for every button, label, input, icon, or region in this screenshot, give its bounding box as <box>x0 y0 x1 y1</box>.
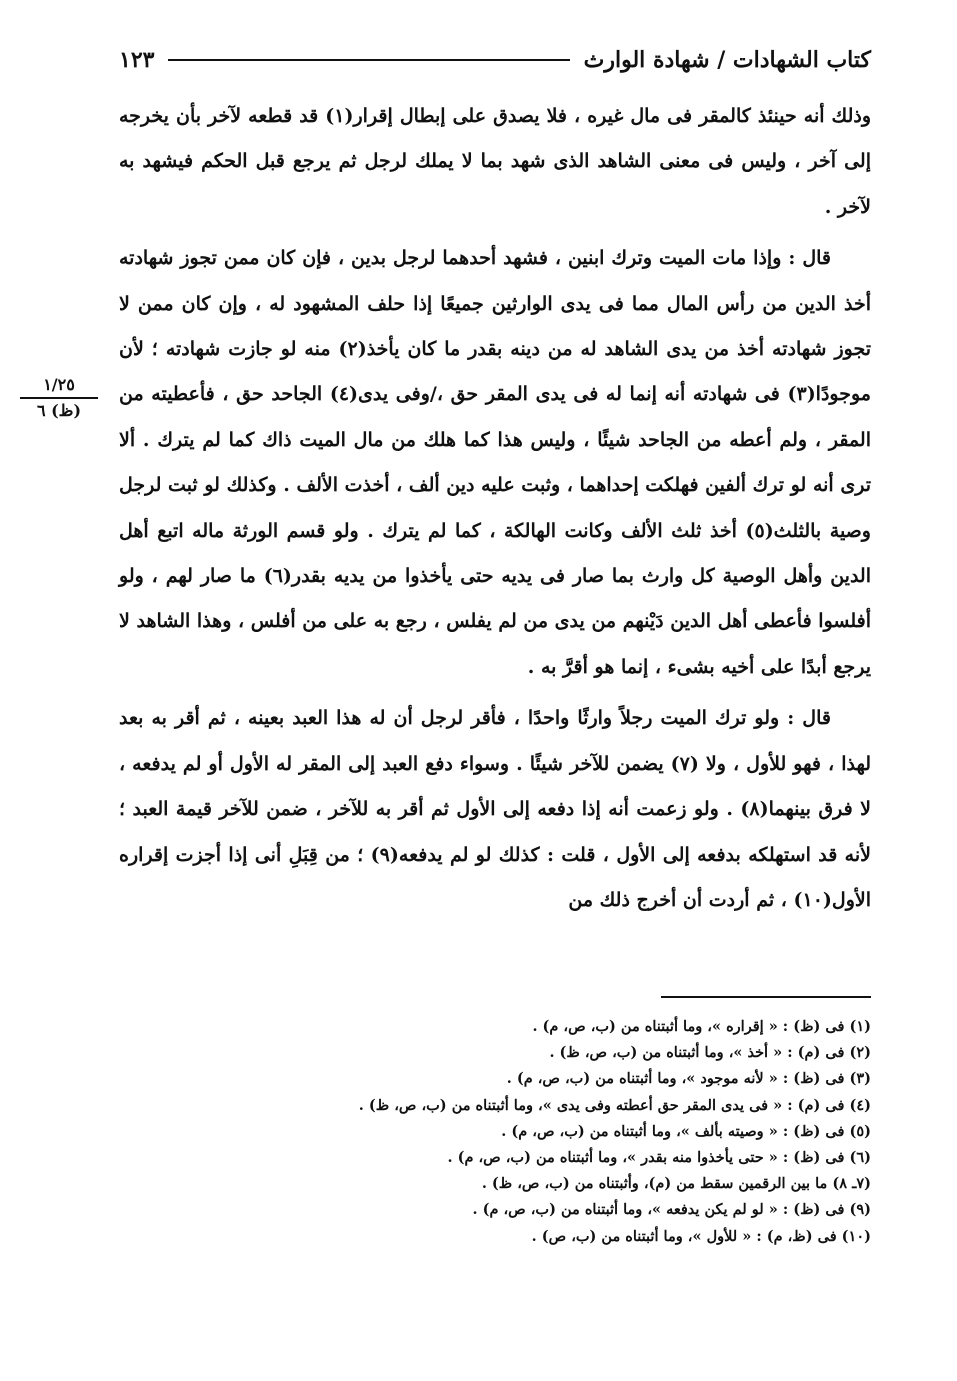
header-title: كتاب الشهادات / شهادة الوارث <box>583 47 871 73</box>
paragraph-1 <box>119 94 871 230</box>
running-header <box>119 40 871 80</box>
paragraph-3-lead: قال : <box>787 707 831 730</box>
footnote-6: (٦) فى (ظ) : « حتى يأخذوا منه بقدر »، وما أثبتناه من (ب، ص، م) . <box>447 1149 871 1167</box>
paragraph-3 <box>119 696 871 923</box>
page-number: ١٢٣ <box>119 47 155 73</box>
footnote-5: (٥) فى (ظ) : « وصيته بألف »، وما أثبتناه من (ب، ص، م) . <box>501 1122 871 1140</box>
footnote-separator <box>661 996 871 998</box>
margin-manuscript-note <box>20 375 98 420</box>
footnote-10: (١٠) فى (ظ، م) : « للأول »، وما أثبتناه من (ب، ص) . <box>531 1227 871 1245</box>
main-text <box>119 94 871 929</box>
footnote-4: (٤) فى (م) : « فى يدى المقر حق أعطته وفى يدى »، وما أثبتناه من (ب، ص، ظ) . <box>358 1096 871 1114</box>
margin-note-folio: ١/٢٥ <box>20 375 98 399</box>
header-rule <box>168 59 569 61</box>
paragraph-1-text: وذلك أنه حينئذ كالمقر فى مال غيره ، فلا يصدق على إبطال إقرار(١) قد قطعه لآخر بأن يخرجه إلى آخر ، وليس فى معنى الشاهد الذى شهد بما لا يملك لرجل ثم يرجع قبل الحكم فيشهد به لآخر . <box>119 105 871 218</box>
paragraph-3-text: ولو ترك الميت رجلاً وارثًا واحدًا ، فأقر لرجل أن له هذا العبد بعينه ، ثم أقر به بعد لهذا ، فهو للأول ، ولا (٧) يضمن للآخر شيئًا . وسواء دفع العبد إلى المقر له الأول أو لم يدفعه ، لا فرق بينهما(٨) . ولو زعمت أنه إذا دفعه إلى الأول ثم أقر به للآخر ، ضمن للآخر قيمة العبد ؛ لأنه قد استهلكه بدفعه إلى الأول ، قلت : كذلك لو لم يدفعه(٩) ؛ من قِبَلِ أنى إذا أجزت إقراره الأول(١٠) ، ثم أردت أن أخرج ذلك من <box>119 707 871 911</box>
footnote-3: (٣) فى (ظ) : « لأنه موجود »، وما أثبتناه من (ب، ص، م) . <box>506 1070 871 1088</box>
paragraph-2-lead: قال : <box>788 247 831 270</box>
footnote-1: (١) فى (ظ) : « إقراره »، وما أثبتناه من (ب، ص، م) . <box>532 1018 871 1035</box>
paragraph-2 <box>119 236 871 690</box>
footnote-2: (٢) فى (م) : « أخذ »، وما أثبتناه من (ب، ص، ظ) . <box>549 1044 871 1062</box>
footnote-7-8: (٧ـ ٨) ما بين الرقمين سقط من (م)، وأثبتناه من (ب، ص، ظ) . <box>481 1175 871 1193</box>
footnote-9: (٩) فى (ظ) : « لو لم يكن يدفعه »، وما أثبتناه من (ب، ص، م) . <box>472 1201 871 1219</box>
footnotes <box>119 1014 871 1250</box>
paragraph-2-text: وإذا مات الميت وترك ابنين ، فشهد أحدهما لرجل بدين ، فإن كان ممن تجوز شهادته أخذ الدين من رأس المال مما فى يدى الوارثين جميعًا إذا حلف المشهود له ، وإن كان ممن لا تجوز شهادته أخذ من يدى الشاهد له من دينه بقدر ما كان يأخذ(٢) منه لو جازت شهادته ؛ لأن موجودًا(٣) فى شهادته أنه إنما له فى يدى المقر حق ،/وفى يدى(٤) الجاحد حق ، فأعطيته من المقر ، ولم أعطه من الجاحد شيئًا ، وليس هذا كما هلك من مال الميت ذاك كما لم يترك . ألا ترى أنه لو ترك ألفين فهلكت إحداهما ، وثبت عليه دين ألف ، أخذت الألف . وكذلك لو ثبت لرجل وصية بالثلث(٥) أخذ ثلث الألف وكانت الهالكة ، كما لم يترك . ولو قسم الورثة ماله اتبع أهل الدين وأهل الوصية كل وارث بما صار فى يديه حتى يأخذوا من يديه بقدر(٦) ما صار لهم ، ولو أفلسوا فأعطى أهل الدين دَيْنهم من يدى من لم يفلس ، رجع به على من أفلس ، وهذا الشاهد لا يرجع أبدًا على أخيه بشىء ، إنما هو أقرَّ به . <box>119 247 872 678</box>
margin-note-ref: (ظ) ٦ <box>36 401 82 420</box>
